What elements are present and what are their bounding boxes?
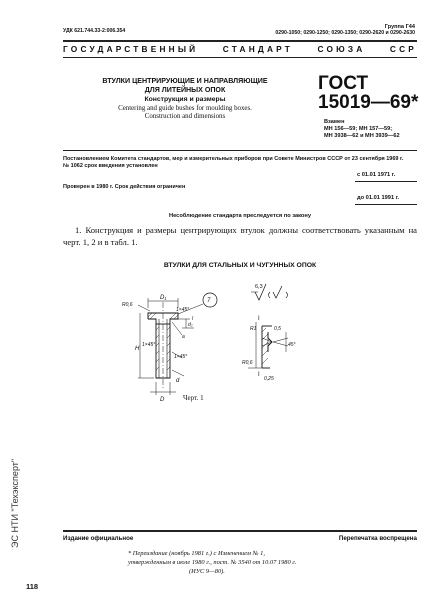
dim-a: a (182, 334, 185, 340)
official-edition: Издание официальное (63, 535, 134, 542)
group-code: Группа Г44 (384, 24, 415, 30)
dim-chamfer-left: 1×45° (142, 342, 156, 348)
paragraph-line1: 1. Конструкция и размеры центрирующих втулок должны соответствовать указанным на (75, 225, 417, 235)
dim-r1: R1 (250, 326, 257, 332)
replaces-line1: МН 156—59; МН 157—59; (324, 126, 393, 132)
dim-0-5: 0,5 (274, 326, 281, 332)
dim-d-small: d (176, 378, 180, 384)
footer-rule (63, 530, 417, 532)
banner-word: ССР (389, 44, 417, 54)
reprint-note-line1: * Переиздание (ноябрь 1981 г.) с Изменением № 1, (128, 550, 265, 557)
title-en-line2: Construction and dimensions (144, 113, 226, 121)
dim-r06-detail: R0,6 (242, 360, 253, 366)
decree-line1: Постановлением Комитета стандартов, мер и измерительных приборов при Совете Министров СССР от 23 сентября 1969 г. (63, 156, 404, 162)
detail-label-top: I (258, 316, 260, 322)
dim-d1: D₁ (160, 295, 167, 301)
replaces-label: Взамен (324, 119, 345, 125)
title-en-line1: Centering and guide bushes for moulding boxes. (118, 105, 252, 113)
udk-code: УДК 621.744.33-2:006.354 (63, 28, 126, 34)
dim-r06-left: R0,6 (122, 302, 133, 308)
title-ru-subtitle: Конструкция и размеры (144, 96, 226, 103)
side-stamp: ЭС НТИ "Техэксперт" (10, 458, 20, 548)
banner-word: СОЮЗА (317, 44, 366, 54)
dim-l: l (192, 316, 194, 322)
detail-label-bottom: I (258, 372, 260, 378)
title-block (63, 77, 307, 121)
banner-word: СТАНДАРТ (222, 44, 294, 54)
state-standard-banner (63, 44, 417, 54)
decree-line2: № 1062 срок введения установлен (63, 163, 158, 169)
roughness-value: 6,3 (255, 284, 263, 290)
date-from-underline (355, 181, 417, 182)
paragraph-line2: черт. 1, 2 и в табл. 1. (63, 237, 138, 247)
dim-chamfer-top: 1×45° (176, 307, 190, 313)
dim-h: H (135, 346, 140, 352)
dim-d2: d₂ (188, 322, 193, 328)
title-bottom-rule (63, 150, 417, 151)
page-number: 118 (26, 582, 39, 591)
banner-rule (63, 57, 417, 58)
okp-codes: 0290-1050; 0290-1250; 0290-1350; 0290-2620 и 0290-2630 (275, 30, 415, 36)
reprint-note-line3: (ИУС 9—80). (189, 568, 225, 575)
legal-notice: Несоблюдение стандарта преследуется по закону (168, 213, 312, 219)
figure-caption: Черт. 1 (183, 394, 204, 402)
date-from: с 01.01 1971 г. (357, 172, 396, 178)
replaces-line2: МН 3938—62 и МН 3939—62 (324, 133, 400, 139)
dim-angle: 45° (288, 342, 296, 348)
dim-d: D (160, 397, 165, 402)
gost-number: 15019—69* (318, 92, 419, 113)
banner-word: ГОСУДАРСТВЕННЫЙ (63, 44, 199, 54)
reprint-note-line2: утвержденным в июле 1980 г., пост. № 3540 от 10.07 1980 г. (128, 559, 297, 566)
reprint-prohibited: Перепечатка воспрещена (338, 535, 417, 542)
date-to: до 01.01 1991 г. (357, 195, 400, 201)
header-rule (63, 40, 417, 42)
bush-drawing (110, 280, 340, 402)
dim-chamfer-right: 1×45° (174, 354, 188, 360)
ref-circle-number: 7 (207, 298, 211, 304)
section-heading: ВТУЛКИ ДЛЯ СТАЛЬНЫХ И ЧУГУННЫХ ОПОК (163, 262, 317, 269)
date-to-underline (355, 204, 417, 205)
title-ru-line2: ДЛЯ ЛИТЕЙНЫХ ОПОК (144, 85, 226, 94)
gost-label: ГОСТ (318, 73, 369, 94)
title-ru-line1: ВТУЛКИ ЦЕНТРИРУЮЩИЕ И НАПРАВЛЯЮЩИЕ (102, 77, 268, 85)
dim-0-25: 0,25 (264, 376, 274, 382)
checked-line: Проверен в 1980 г. Срок действия ограничен (63, 184, 186, 190)
